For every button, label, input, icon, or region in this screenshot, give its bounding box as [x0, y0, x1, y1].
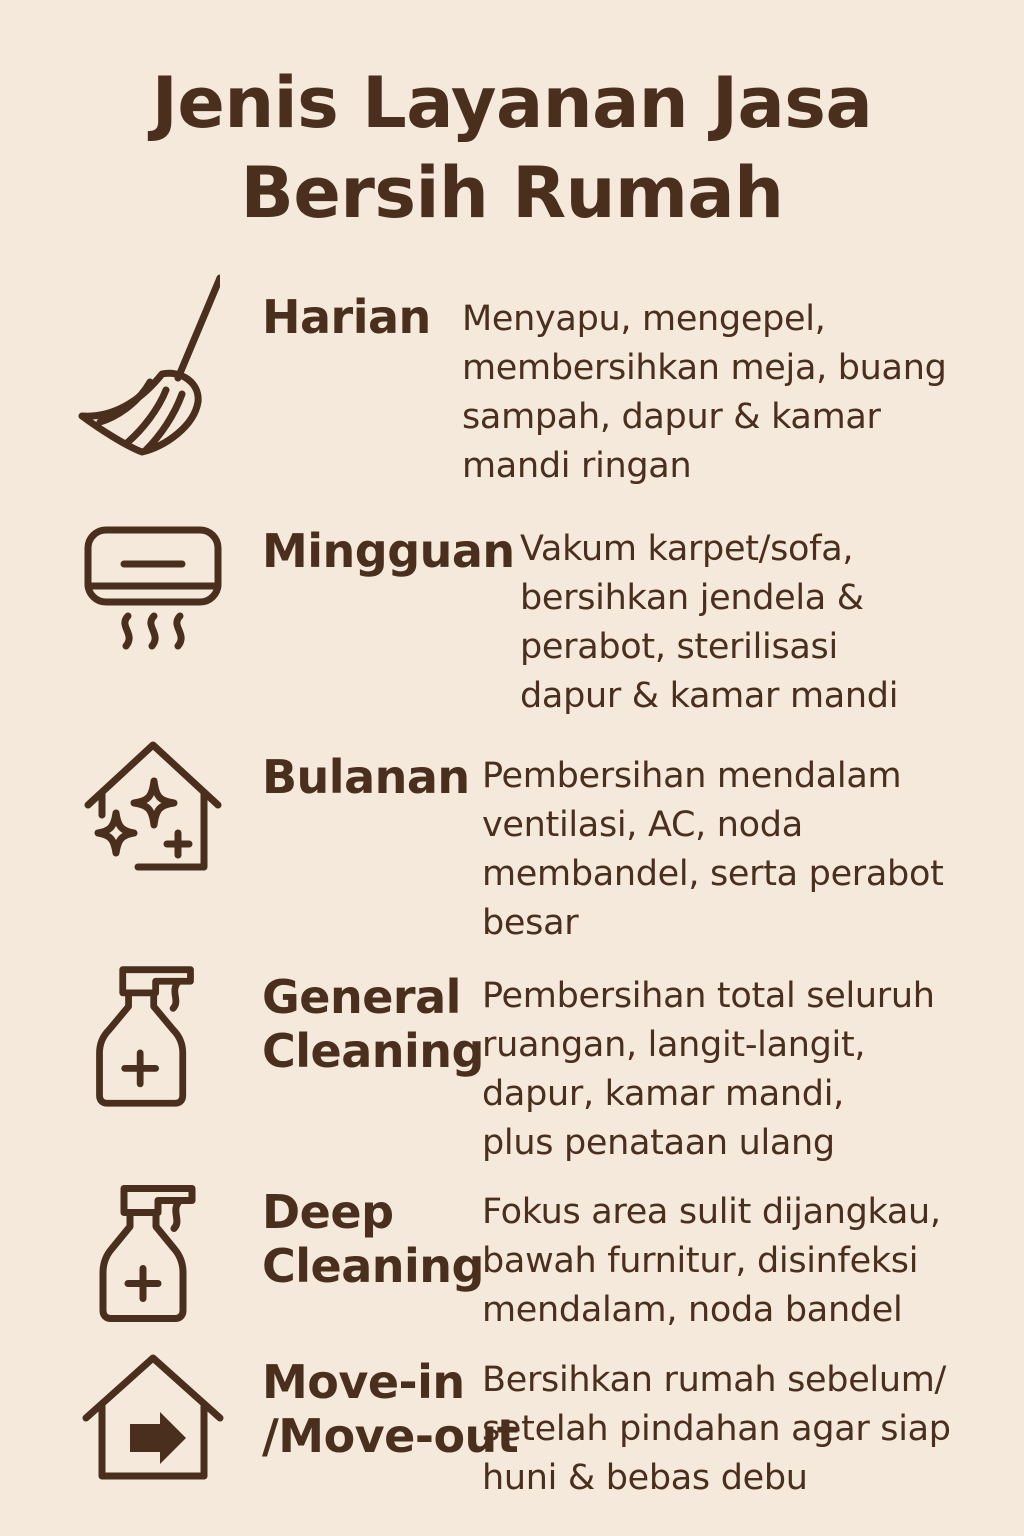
service-desc-move-in-move-out: Bersihkan rumah sebelum/ setelah pindahan agar siap huni & bebas debu	[482, 1360, 951, 1498]
service-desc-mingguan: Vakum karpet/sofa, bersihkan jendela & perabot, sterilisasi dapur & kamar mandi	[520, 529, 899, 716]
service-label-mingguan: Mingguan	[262, 524, 515, 578]
spray-bottle-icon	[72, 1178, 222, 1328]
service-label-general-cleaning: General Cleaning	[262, 970, 484, 1078]
service-label-harian: Harian	[262, 290, 431, 344]
title-line: Bersih Rumah	[240, 152, 784, 234]
house-arrow-icon	[78, 1350, 228, 1500]
service-desc-deep-cleaning: Fokus area sulit dijangkau, bawah furnitur, disinfeksi mendalam, noda bandel	[482, 1192, 941, 1330]
service-desc-general-cleaning: Pembersihan total seluruh ruangan, langit-langit, dapur, kamar mandi, plus penataan ulang	[482, 976, 935, 1163]
service-label-move-in-move-out: Move-in /Move-out	[262, 1355, 519, 1463]
service-desc-bulanan: Pembersihan mendalam ventilasi, AC, noda membandel, serta perabot besar	[482, 756, 944, 943]
page-title	[0, 58, 1024, 238]
spray-bottle-icon	[70, 960, 220, 1110]
service-desc-harian: Menyapu, mengepel, membersihkan meja, buang sampah, dapur & kamar mandi ringan	[462, 299, 947, 486]
air-conditioner-icon	[78, 520, 228, 670]
service-label-bulanan: Bulanan	[262, 750, 470, 804]
service-label-deep-cleaning: Deep Cleaning	[262, 1185, 484, 1293]
sparkling-house-icon	[78, 735, 228, 885]
title-line: Jenis Layanan Jasa	[151, 62, 873, 144]
broom-icon	[70, 270, 220, 420]
